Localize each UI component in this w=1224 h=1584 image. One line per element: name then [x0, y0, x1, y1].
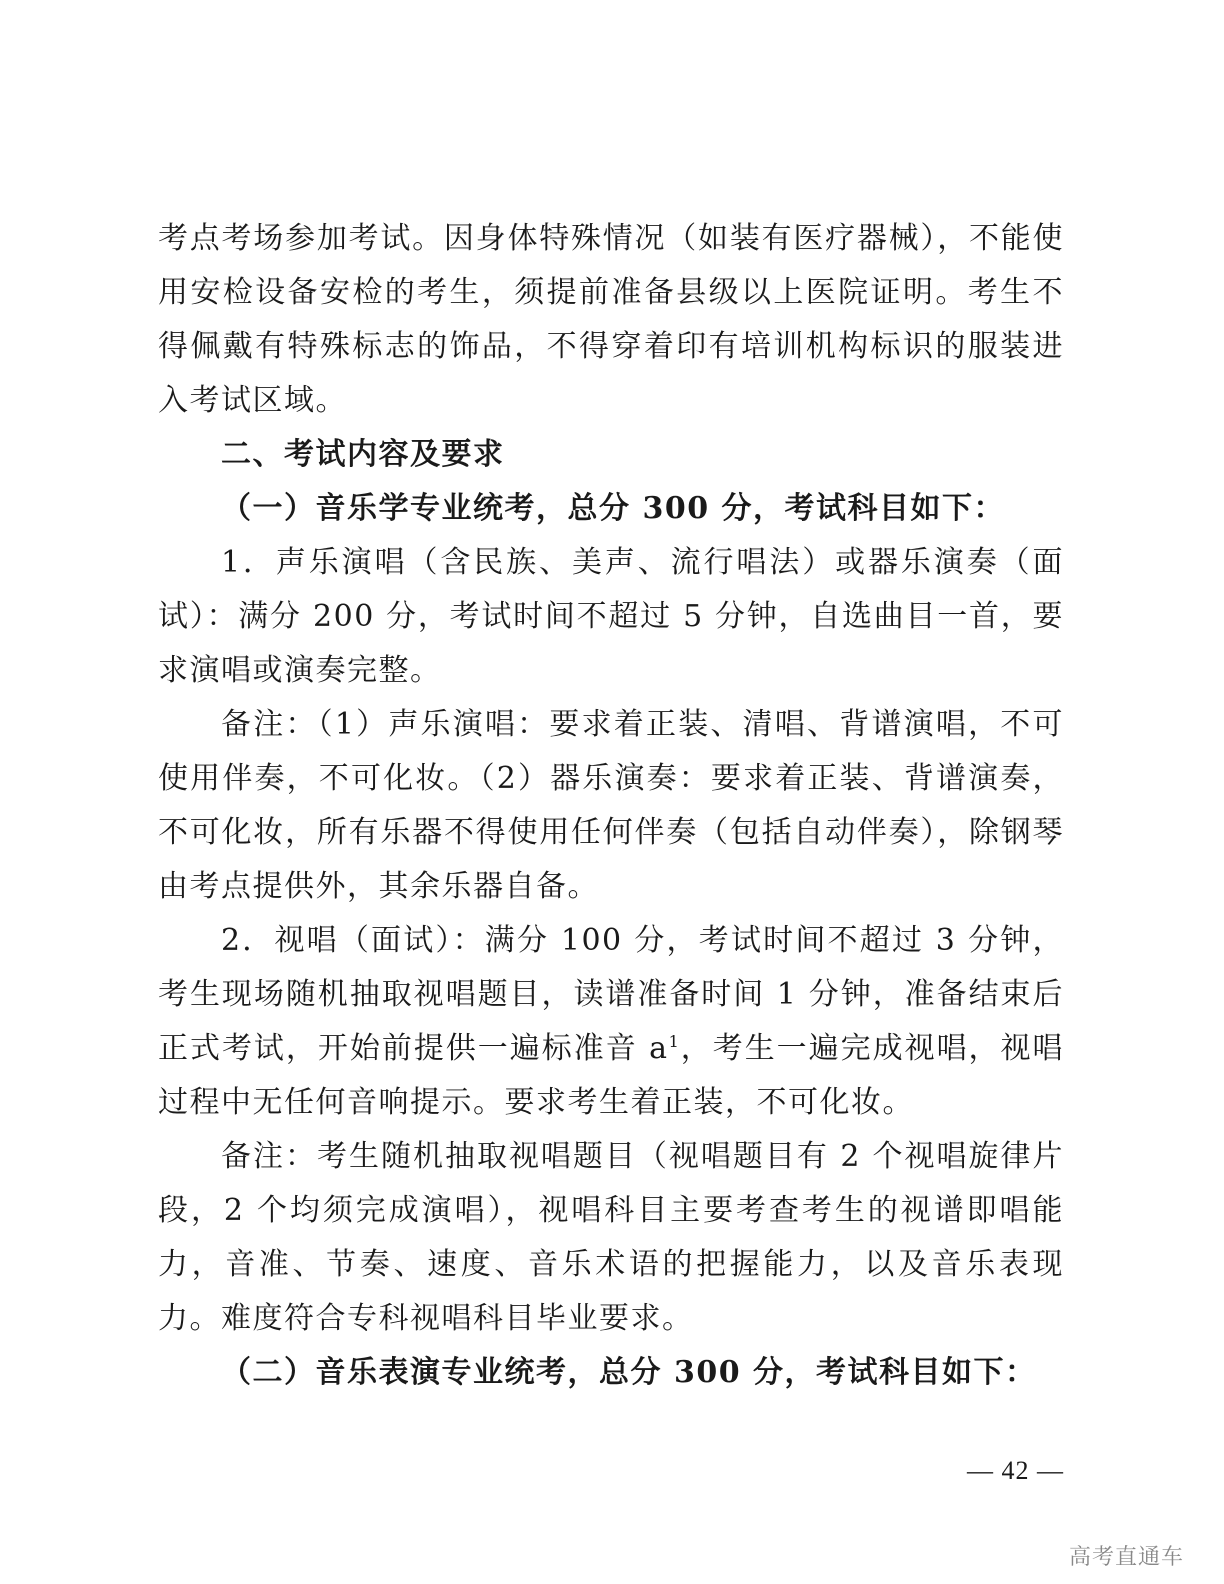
superscript-one: 1 — [668, 1032, 681, 1051]
subsection-heading-musicology: （一）音乐学专业统考，总分 300 分，考试科目如下： — [221, 491, 1006, 526]
document-body — [158, 212, 1064, 1400]
sight-singing-text-a: 2．视唱（面试）：满分 100 分，考试时间不超过 3 分钟，考生现场随机抽取视唱题目，读谱准备时间 1 分钟，准备结束后正式考试，开始前提供一遍标准音 a — [158, 923, 1064, 1066]
paragraph-vocal-instrumental: 1．声乐演唱（含民族、美声、流行唱法）或器乐演奏（面试）：满分 200 分，考试时间不超过 5 分钟，自选曲目一首，要求演唱或演奏完整。 — [158, 545, 1064, 688]
section-heading-exam-content: 二、考试内容及要求 — [221, 437, 505, 472]
paragraph-sight-singing — [158, 914, 1064, 1130]
paragraph-note-1: 备注：（1）声乐演唱：要求着正装、清唱、背谱演唱，不可使用伴奏，不可化妆。（2）器乐演奏：要求着正装、背谱演奏，不可化妆，所有乐器不得使用任何伴奏（包括自动伴奏），除钢琴由考点提供外，其余乐器自备。 — [158, 707, 1064, 904]
page-number: — 42 — — [967, 1456, 1064, 1485]
watermark-text: 高考直通车 — [1068, 1545, 1184, 1570]
paragraph-exam-venue: 考点考场参加考试。因身体特殊情况（如装有医疗器械），不能使用安检设备安检的考生，须提前准备县级以上医院证明。考生不得佩戴有特殊标志的饰品，不得穿着印有培训机构标识的服装进入考试区域。 — [158, 221, 1064, 418]
sight-singing-text-b: ，考生一遍完成视唱，视唱过程中无任何音响提示。要求考生着正装，不可化妆。 — [158, 1031, 1065, 1120]
paragraph-note-2: 备注：考生随机抽取视唱题目（视唱题目有 2 个视唱旋律片段，2 个均须完成演唱），视唱科目主要考查考生的视谱即唱能力，音准、节奏、速度、音乐术语的把握能力，以及音乐表现力。难度符合专科视唱科目毕业要求。 — [158, 1139, 1064, 1336]
subsection-heading-music-performance: （二）音乐表演专业统考，总分 300 分，考试科目如下： — [221, 1355, 1037, 1390]
